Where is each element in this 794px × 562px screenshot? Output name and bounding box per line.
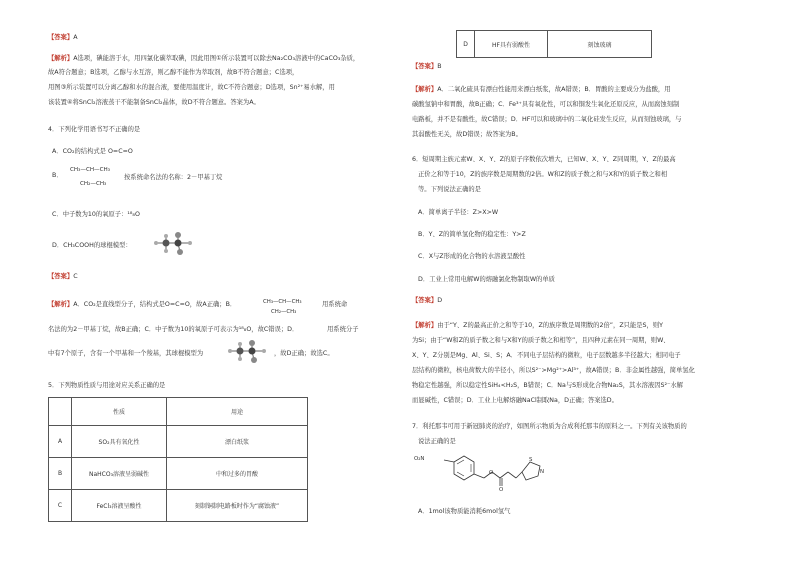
- q6-explanation-line: 物稳定性越强，所以稳定性SiH₄<H₂S，B错误；C．Na与S形成化合物Na₂S，其水溶液因S²⁻水解: [412, 382, 683, 389]
- table-cell: HF具有弱酸性: [475, 31, 548, 58]
- q6-option-b: B．Y、Z的简单氢化物的稳定性：Y>Z: [418, 231, 526, 238]
- q6-stem-line: 正价之和等于10，Z的族序数是周期数的2倍。W和Z的质子数之和与X和Y的质子数之和相: [418, 171, 668, 178]
- molecule-label-o: O: [489, 470, 494, 476]
- q4-explanation-line: 【解析】A．CO₂是直线型分子，结构式是O=C=O，故A正确；B．: [48, 301, 237, 308]
- q6-explanation-line: 【解析】由于“Y、Z的最高正价之和等于10，Z的族序数是周期数的2倍”，Z只能是S，则Y: [412, 322, 663, 329]
- table-cell: 刻制铜制电路板时作为“腐蚀液”: [167, 490, 308, 522]
- q6-explanation-line: 层结构的微粒，核电荷数大的半径小，所以S²⁻>Mg²⁺>Al³⁺，故A错误；B．非金属性越强，简单氢化: [412, 367, 695, 374]
- q4-b-structure-bottom: CH₂—CH₃: [80, 181, 107, 187]
- table-cell: 中和过多的胃酸: [167, 458, 308, 490]
- q5-explanation-line: 【解析】A．二氧化硫具有漂白性能用来漂白纸浆，故A错误；B．胃酸的主要成分为盐酸，用: [412, 86, 671, 93]
- q4-exp-b-tail: 用系统命: [322, 301, 348, 308]
- table-cell: 刻蚀玻璃: [548, 31, 652, 58]
- q6-option-d: D．工业上常用电解W的熔融氯化物制取W的单质: [418, 276, 555, 283]
- q6-explanation-line: 而显碱性，C错误；D．工业上电解熔融NaCl制取Na，D正确；答案选D。: [412, 397, 618, 404]
- table-row: [49, 426, 308, 458]
- table-cell: SO₂具有氧化性: [72, 426, 167, 458]
- q4-explanation-line: ，故D正确；故选C。: [274, 350, 334, 357]
- q4-option-d: D．CH₃COOH的球棍模型：: [52, 242, 132, 249]
- table-cell: 性质: [72, 398, 167, 426]
- q6-explanation-line: X、Y、Z分别是Mg、Al、Si、S；A．不同电子层结构的微粒，电子层数越多半径越大；相同电子: [412, 352, 681, 359]
- q5-explanation-line: 碳酸氢钠中和胃酸，故B正确；C．Fe³⁺具有氧化性，可以和铜发生氧化还原反应，从而腐蚀刻制: [412, 101, 680, 108]
- q3-explanation-line: 用图③所示装置可以分离乙醇和水的混合液，要使用温度计，故C不符合题意；D选项，Sn²⁺易水解，用: [48, 84, 335, 91]
- q5-title: 5．下列物质性质与用途对应关系正确的是: [48, 382, 166, 389]
- q6-answer: 【答案】D: [412, 297, 443, 304]
- q6-title: 6．短周期主族元素W、X、Y、Z的原子序数依次增大，已知W、X、Y、Z同周期，Y、Z的最高: [412, 156, 676, 163]
- q5-explanation-line: 其弱酸性无关，故D错误；故答案为B。: [412, 131, 522, 138]
- table-cell: NaHCO₃溶液呈弱碱性: [72, 458, 167, 490]
- molecule-label-n: N: [540, 469, 545, 475]
- table-cell: B: [49, 458, 72, 490]
- q4-exp-structure-top: CH₃—CH—CH₃: [263, 299, 302, 305]
- q3-explanation-line: 【解析】A选项，碘能溶于水，用四氯化碳萃取碘，因此用图①所示装置可以除去Na₂CO₃溶液中的CaCO₃杂质，: [48, 55, 360, 62]
- q5-table-continued: [456, 30, 652, 58]
- q4-title: 4．下列化学用语书写不正确的是: [48, 126, 141, 133]
- table-row: [457, 31, 652, 58]
- q6-explanation-line: 为Si；由于“W和Z的质子数之和与X和Y的质子数之和相等”，且四种元素在同一周期，则W、: [412, 337, 670, 344]
- q4-answer: 【答案】C: [48, 273, 78, 280]
- table-cell: 用途: [167, 398, 308, 426]
- molecule-label-o: O: [499, 487, 504, 493]
- q4-option-c: C．中子数为10的氧原子：¹⁸₈O: [52, 211, 140, 218]
- q4-option-a: A．CO₂的结构式是 O=C=O: [52, 148, 133, 155]
- q7-title: 7．利托那韦可用于新冠肺炎的治疗，如图所示物质为合成利托那韦的原料之一。下列有关该物质的: [412, 423, 687, 430]
- table-cell: A: [49, 426, 72, 458]
- q4-explanation-line: 中有7个原子，含有一个甲基和一个羧基，其球棍模型为: [48, 350, 204, 357]
- ball-stick-model-icon: [150, 232, 196, 258]
- table-cell: 漂白纸浆: [167, 426, 308, 458]
- q4-explanation-line: 名法的为2－甲基丁烷，故B正确；C．中子数为10的氧原子可表示为¹⁸₈O，故C错误；D．: [48, 326, 299, 333]
- q6-option-a: A．简单离子半径：Z>X>W: [418, 209, 499, 216]
- q3-answer: 【答案】A: [48, 34, 78, 41]
- molecule-structure: [414, 450, 554, 494]
- q4-exp-structure-bottom: CH₂—CH₃: [271, 309, 297, 315]
- q4-b-structure-top: CH₃—CH—CH₃: [70, 167, 111, 173]
- ball-stick-model-icon: [224, 340, 270, 366]
- molecule-label-o2n: O₂N: [414, 456, 425, 462]
- q7-option-a: A．1mol该物质能消耗6mol氢气: [418, 508, 511, 515]
- table-cell: FeCl₃溶液呈酸性: [72, 490, 167, 522]
- table-cell: D: [457, 31, 475, 58]
- q3-explanation-line: 故A符合题意；B选项，乙醇与水互溶，则乙醇不能作为萃取剂，故B不符合题意；C选项，: [48, 69, 299, 76]
- q5-table: [48, 397, 308, 522]
- q5-answer: 【答案】B: [412, 63, 442, 70]
- table-row: [49, 490, 308, 522]
- q5-explanation-line: 电路板，并不是有酸性，故C错误；D．HF可以和玻璃中的二氧化硅发生反应，从而刻蚀玻璃，与: [412, 116, 682, 123]
- table-row: [49, 458, 308, 490]
- table-cell: C: [49, 490, 72, 522]
- molecule-label-s: S: [529, 457, 533, 463]
- q7-title-line2: 说法正确的是: [418, 438, 456, 445]
- q6-option-c: C．X与Z形成的化合物的水溶液呈酸性: [418, 253, 526, 260]
- table-row: [49, 398, 308, 426]
- q4-option-b-text: 按系统命名法的名称：2－甲基丁烷: [124, 174, 223, 181]
- q4-exp-d-tail: 用系统分子: [327, 326, 359, 333]
- table-cell: [49, 398, 72, 426]
- q3-explanation-line: 该装置④将SnCl₂溶液蒸干不能制备SnCl₂晶体，故D不符合题意。答案为A。: [48, 99, 260, 106]
- q4-option-b-prefix: B．: [52, 172, 63, 179]
- q6-stem-line: 等。下列说法正确的是: [418, 186, 481, 193]
